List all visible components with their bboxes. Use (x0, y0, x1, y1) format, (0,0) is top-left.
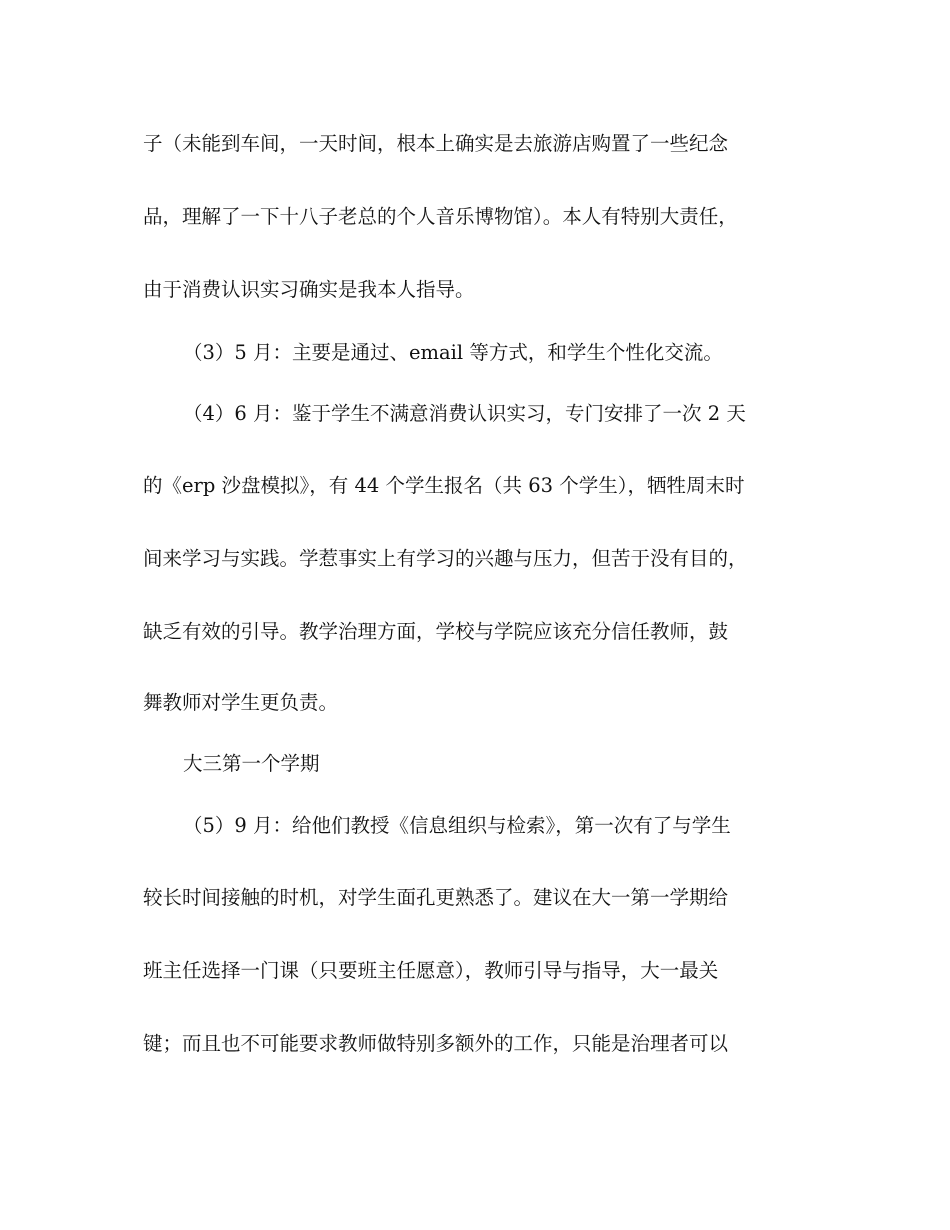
text-line: 子（未能到车间，一天时间，根本上确实是去旅游店购置了一些纪念 (143, 132, 729, 155)
text-line: 较长时间接触的时机，对学生面孔更熟悉了。建议在大一第一学期给 (143, 886, 729, 909)
text-line: 的《erp 沙盘模拟》，有 44 个学生报名（共 63 个学生），牺牲周末时 (143, 474, 745, 497)
text-line: 缺乏有效的引导。教学治理方面，学校与学院应该充分信任教师，鼓 (143, 620, 729, 643)
text-line: （3）5 月：主要是通过、email 等方式，和学生个性化交流。 (183, 341, 723, 364)
text-line: 由于消费认识实习确实是我本人指导。 (143, 278, 475, 301)
text-line: （4）6 月：鉴于学生不满意消费认识实习，专门安排了一次 2 天 (183, 402, 746, 425)
text-line: 舞教师对学生更负责。 (143, 691, 339, 714)
text-line: 键；而且也不可能要求教师做特别多额外的工作，只能是治理者可以 (143, 1032, 729, 1055)
text-line: （5）9 月：给他们教授《信息组织与检索》，第一次有了与学生 (183, 814, 731, 837)
section-heading: 大三第一个学期 (183, 752, 320, 775)
text-line: 间来学习与实践。学惹事实上有学习的兴趣与压力，但苦于没有目的， (143, 547, 748, 570)
text-line: 班主任选择一门课（只要班主任愿意），教师引导与指导，大一最关 (143, 959, 719, 982)
text-line: 品，理解了一下十八子老总的个人音乐博物馆）。本人有特别大责任， (143, 205, 738, 228)
